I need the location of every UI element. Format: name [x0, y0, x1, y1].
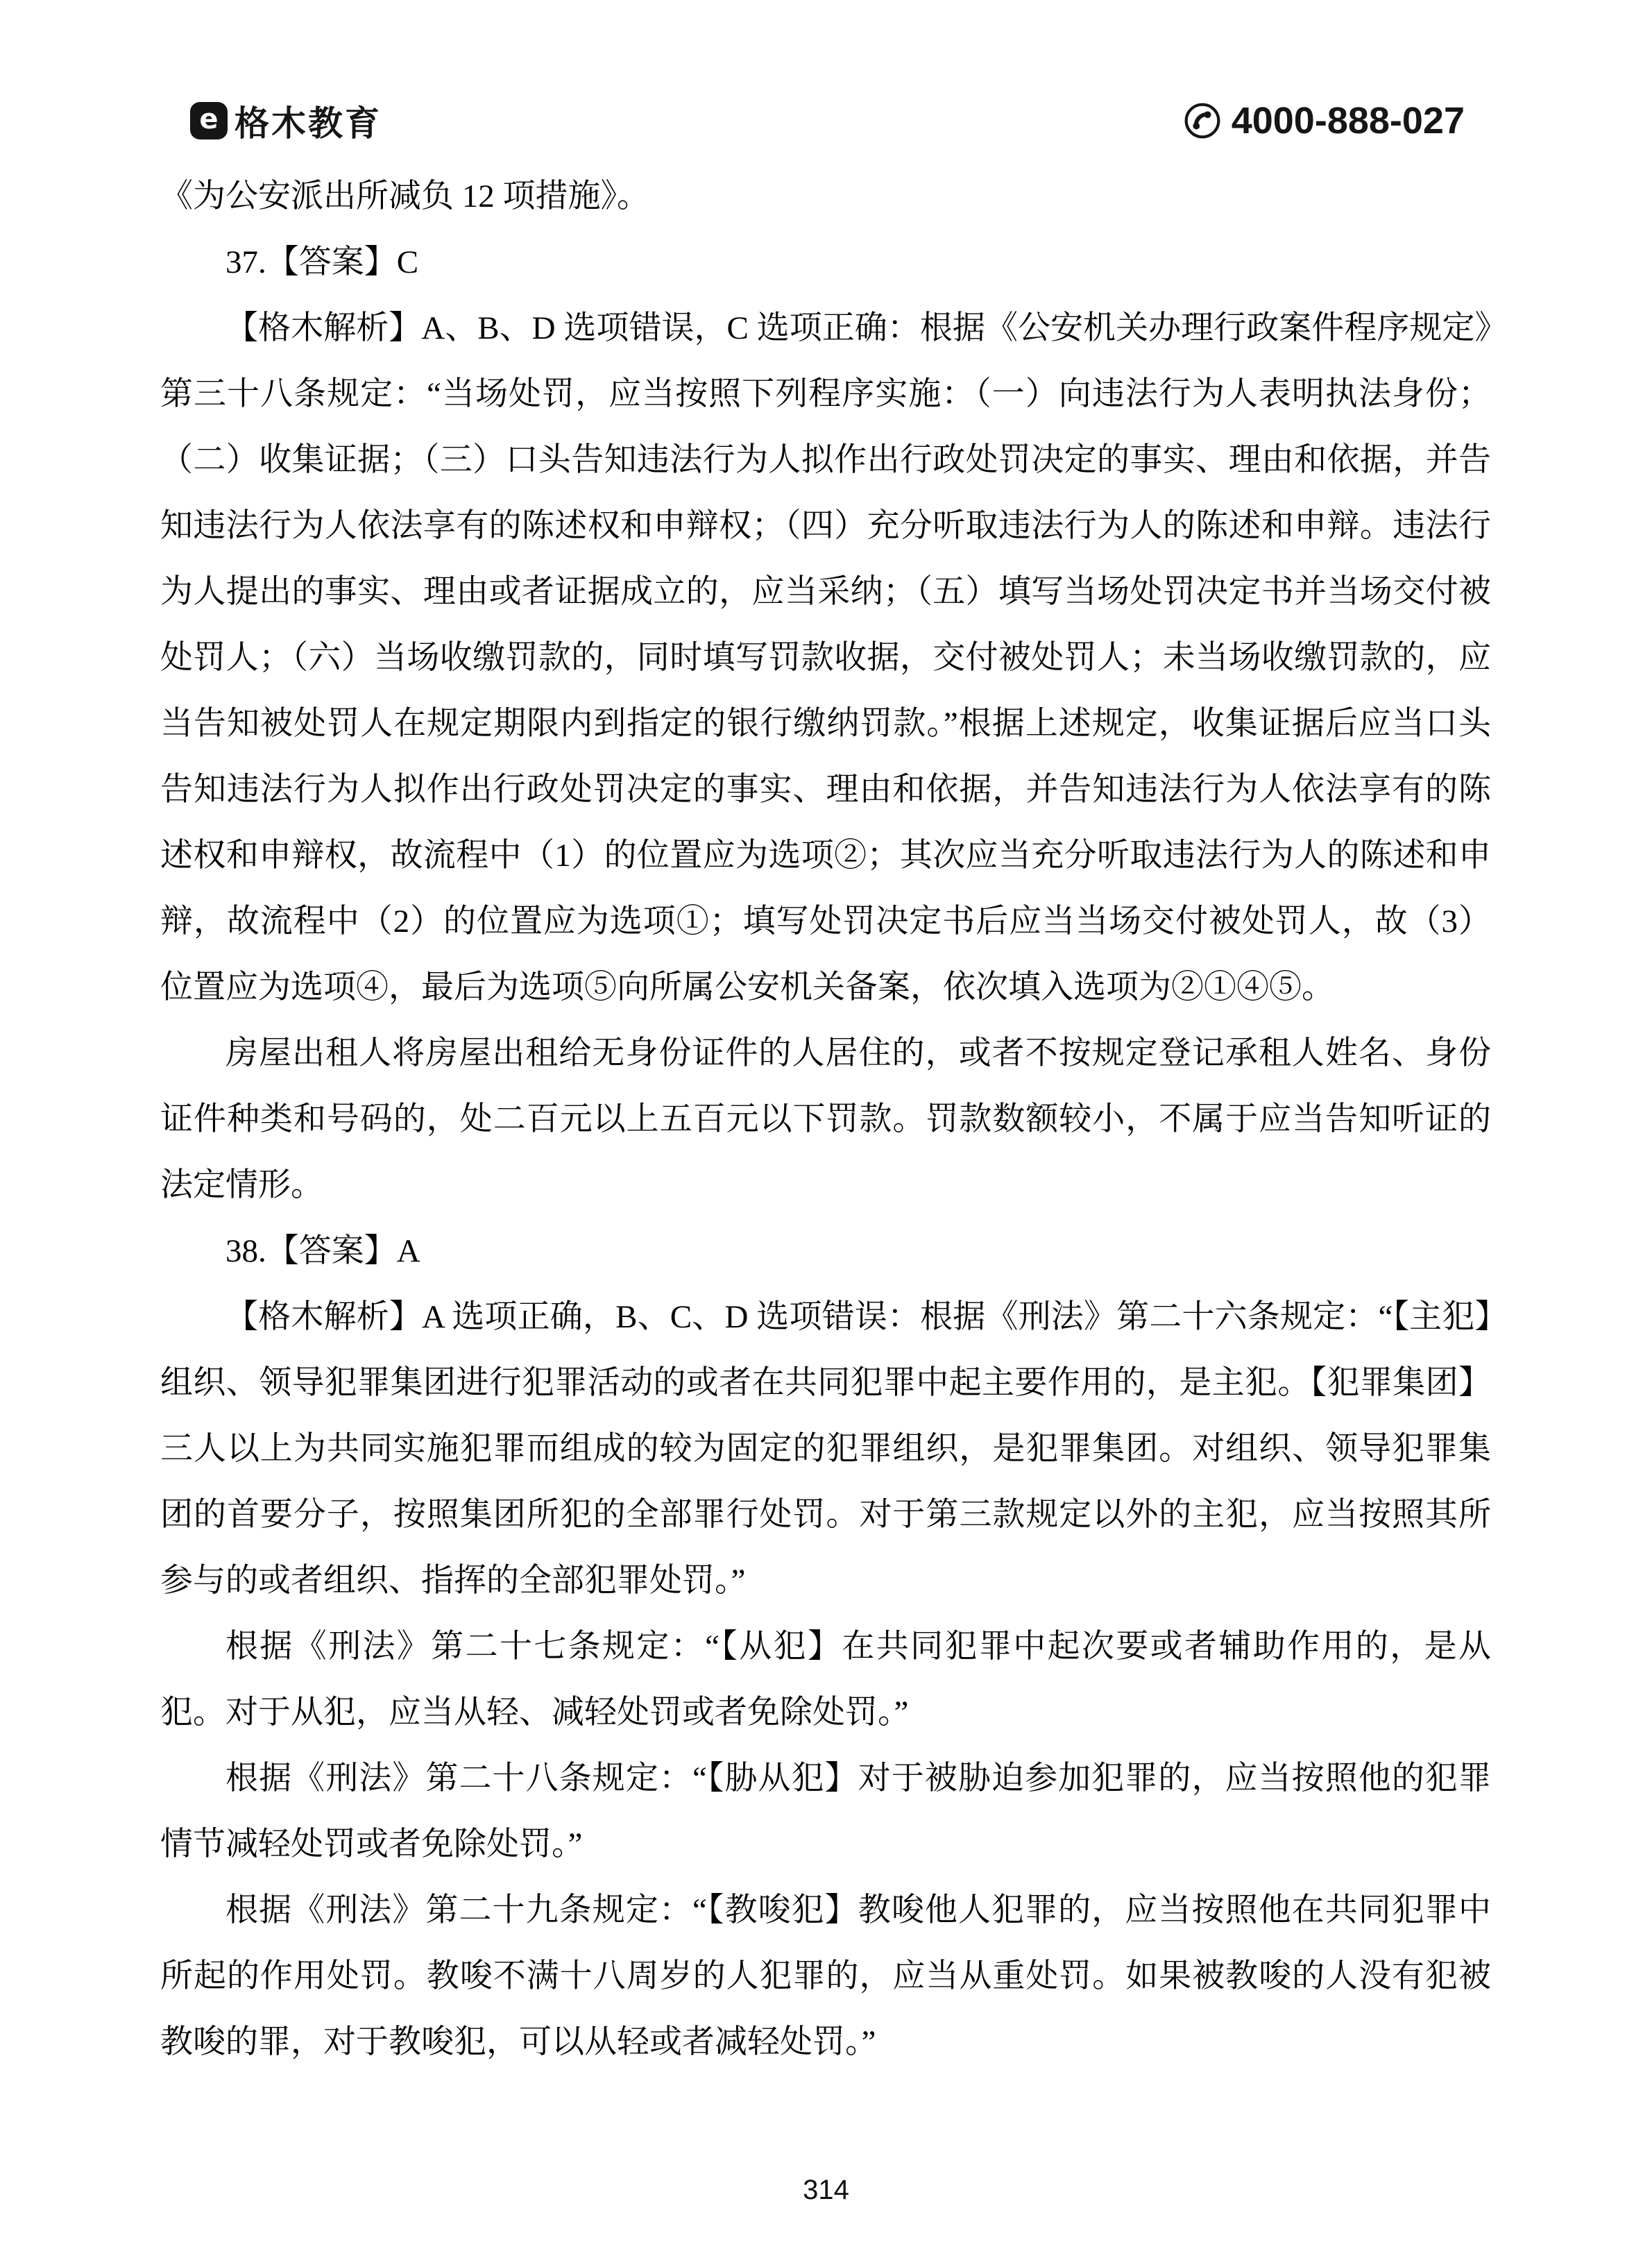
gemu-logo-icon — [190, 102, 228, 139]
page-footer — [0, 2175, 1652, 2206]
phone-number: 4000-888-027 — [1231, 100, 1465, 142]
document-body — [160, 164, 1491, 2075]
paragraph: 38.【答案】A — [225, 1233, 420, 1269]
logo-glyph: e — [199, 103, 219, 135]
paragraph: 【格木解析】A、B、D 选项错误，C 选项正确：根据《公安机关办理行政案件程序规定》第三十八条规定：“当场处罚，应当按照下列程序实施：（一）向违法行为人表明执法身份；（二）收集证据；（三）口头告知违法行为人拟作出行政处罚决定的事实、理由和依据，并告知违法行为人依法享有的陈述权和申辩权；（四）充分听取违法行为人的陈述和申辩。违法行为人提出的事实、理由或者证据成立的，应当采纳；（五）填写当场处罚决定书并当场交付被处罚人；（六）当场收缴罚款的，同时填写罚款收据，交付被处罚人；未当场收缴罚款的，应当告知被处罚人在规定期限内到指定的银行缴纳罚款。”根据上述规定，收集证据后应当口头告知违法行为人拟作出行政处罚决定的事实、理由和依据，并告知违法行为人依法享有的陈述权和申辩权，故流程中（1）的位置应为选项②；其次应当充分听取违法行为人的陈述和申辩，故流程中（2）的位置应为选项①；填写处罚决定书后应当当场交付被处罚人，故（3）位置应为选项④，最后为选项⑤向所属公安机关备案，依次填入选项为②①④⑤。 — [160, 310, 1491, 1005]
contact-phone — [1183, 99, 1465, 142]
brand-name: 格木教育 — [235, 104, 382, 143]
paragraph: 37.【答案】C — [225, 244, 419, 280]
paragraph: 《为公安派出所减负 12 项措施》。 — [160, 178, 649, 214]
paragraph: 根据《刑法》第二十七条规定：“【从犯】在共同犯罪中起次要或者辅助作用的，是从犯。对于从犯，应当从轻、减轻处罚或者免除处罚。” — [160, 1629, 1491, 1731]
page-number: 314 — [803, 2175, 849, 2205]
paragraph: 根据《刑法》第二十八条规定：“【胁从犯】对于被胁迫参加犯罪的，应当按照他的犯罪情节减轻处罚或者免除处罚。” — [160, 1760, 1491, 1862]
phone-icon — [1183, 101, 1222, 140]
paragraph: 【格木解析】A 选项正确，B、C、D 选项错误：根据《刑法》第二十六条规定：“【主犯】组织、领导犯罪集团进行犯罪活动的或者在共同犯罪中起主要作用的，是主犯。【犯罪集团】三人以上为共同实施犯罪而组成的较为固定的犯罪组织，是犯罪集团。对组织、领导犯罪集团的首要分子，按照集团所犯的全部罪行处罚。对于第三款规定以外的主犯，应当按照其所参与的或者组织、指挥的全部犯罪处罚。” — [160, 1299, 1491, 1599]
brand — [190, 96, 382, 146]
paragraph: 根据《刑法》第二十九条规定：“【教唆犯】教唆他人犯罪的，应当按照他在共同犯罪中所起的作用处罚。教唆不满十八周岁的人犯罪的，应当从重处罚。如果被教唆的人没有犯被教唆的罪，对于教唆犯，可以从轻或者减轻处罚。” — [160, 1892, 1491, 2060]
paragraph: 房屋出租人将房屋出租给无身份证件的人居住的，或者不按规定登记承租人姓名、身份证件种类和号码的，处二百元以上五百元以下罚款。罚款数额较小，不属于应当告知听证的法定情形。 — [160, 1035, 1491, 1203]
page-header — [0, 0, 1652, 146]
